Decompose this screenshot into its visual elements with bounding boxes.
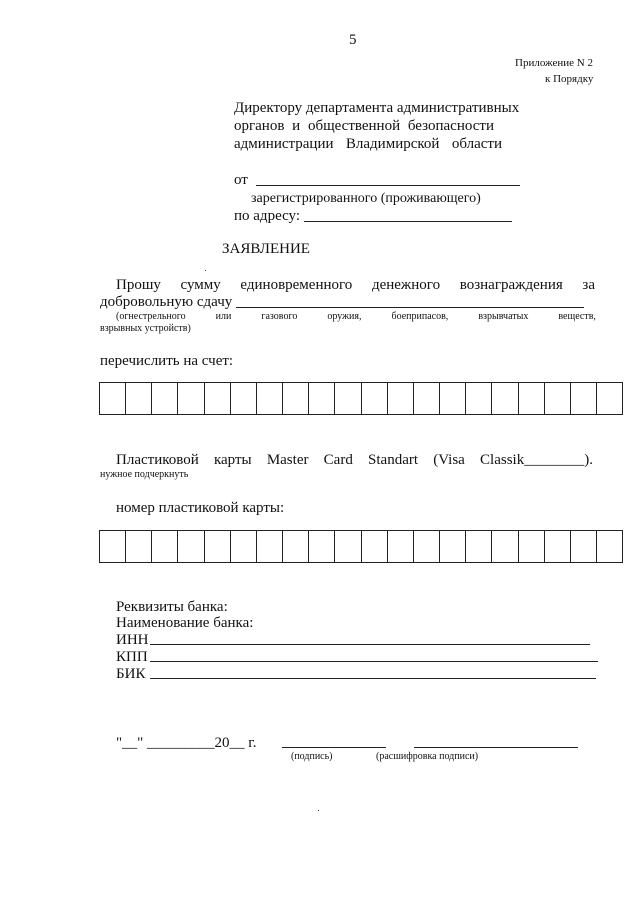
hint-word: взрывчатых [478,311,529,322]
digit-cell[interactable] [308,383,334,414]
bik-label: БИК [116,666,146,682]
kpp-field-line[interactable] [150,661,598,662]
registered-label: зарегистрированного (проживающего) [251,191,481,206]
appendix-line-1: Приложение N 2 [515,57,593,69]
digit-cell[interactable] [491,383,517,414]
digit-cell[interactable] [570,383,596,414]
card-word: Classik________). [480,452,593,468]
digit-cell[interactable] [256,531,282,562]
digit-cell[interactable] [439,531,465,562]
digit-cell[interactable] [204,383,230,414]
signature-decode-caption: (расшифровка подписи) [376,751,479,762]
digit-cell[interactable] [100,383,125,414]
digit-cell[interactable] [596,383,622,414]
date-field[interactable]: "__" _________20__ г. [116,735,257,751]
page-number: 5 [349,32,357,48]
voluntary-surrender-label: добровольную сдачу [100,294,233,310]
request-word: Прошу [116,277,161,293]
digit-cell[interactable] [465,383,491,414]
addressee-word: органов [234,118,285,134]
addressee-word: общественной [307,118,401,134]
digit-cell[interactable] [413,383,439,414]
bank-name-label: Наименование банка: [116,615,254,631]
underline-hint: нужное подчеркнуть [100,469,189,480]
card-word: (Visa [433,452,465,468]
digit-cell[interactable] [491,531,517,562]
hint-word: веществ, [558,311,596,322]
request-word: единовременного [240,277,353,293]
digit-cell[interactable] [413,531,439,562]
digit-cell[interactable] [387,383,413,414]
digit-cell[interactable] [204,531,230,562]
digit-cell[interactable] [361,383,387,414]
addressee-line-3 [234,135,502,153]
kpp-label: КПП [116,649,148,665]
surrendered-item-field-line[interactable] [236,307,584,308]
digit-cell[interactable] [361,531,387,562]
digit-cell[interactable] [570,531,596,562]
address-field-line[interactable] [304,221,512,222]
card-word: Пластиковой [116,452,199,468]
digit-cell[interactable] [256,383,282,414]
account-number-grid[interactable] [99,382,623,415]
hint-word: оружия, [327,311,362,322]
card-type-line [116,451,593,469]
digit-cell[interactable] [465,531,491,562]
digit-cell[interactable] [282,531,308,562]
signature-decode-field-line[interactable] [414,747,578,748]
digit-cell[interactable] [334,531,360,562]
digit-cell[interactable] [544,531,570,562]
hint-word: боеприпасов, [391,311,449,322]
card-number-grid[interactable] [99,530,623,563]
card-word: Card [323,452,353,468]
hint-word: газового [261,311,298,322]
addressee-word: области [451,136,502,152]
digit-cell[interactable] [230,383,256,414]
digit-cell[interactable] [100,531,125,562]
digit-cell[interactable] [177,531,203,562]
request-hint-line-2: взрывных устройств) [100,323,191,334]
addressee-line-2 [234,117,494,135]
addressee-line-1: Директору департамента административных [234,100,520,116]
digit-cell[interactable] [151,531,177,562]
from-label: от [234,172,248,188]
request-word: вознаграждения [459,277,563,293]
request-word: за [582,277,595,293]
inn-field-line[interactable] [150,644,590,645]
stray-dot [205,270,206,271]
digit-cell[interactable] [439,383,465,414]
digit-cell[interactable] [387,531,413,562]
request-hint-line-1 [116,311,596,323]
stray-dot [318,810,319,811]
addressee-word: безопасности [407,118,494,134]
digit-cell[interactable] [125,531,151,562]
digit-cell[interactable] [282,383,308,414]
account-label: перечислить на счет: [100,353,234,369]
bank-details-label: Реквизиты банка: [116,599,228,615]
digit-cell[interactable] [518,531,544,562]
signature-field-line[interactable] [282,747,386,748]
request-line-1 [116,276,595,294]
bik-field-line[interactable] [150,678,596,679]
digit-cell[interactable] [518,383,544,414]
digit-cell[interactable] [334,383,360,414]
digit-cell[interactable] [596,531,622,562]
card-word: Master [266,452,309,468]
hint-word: (огнестрельного [116,311,186,322]
request-word: денежного [371,277,441,293]
digit-cell[interactable] [151,383,177,414]
signature-caption: (подпись) [291,751,333,762]
digit-cell[interactable] [177,383,203,414]
hint-word: или [215,311,232,322]
document-heading: ЗАЯВЛЕНИЕ [222,241,310,257]
from-field-line[interactable] [256,185,520,186]
digit-cell[interactable] [230,531,256,562]
appendix-line-2: к Порядку [545,73,594,85]
digit-cell[interactable] [125,383,151,414]
addressee-word: Владимирской [345,136,440,152]
card-word: карты [213,452,252,468]
addressee-word: администрации [234,136,334,152]
inn-label: ИНН [116,632,149,648]
request-word: сумму [180,277,221,293]
digit-cell[interactable] [308,531,334,562]
address-label: по адресу: [234,208,301,224]
card-number-label: номер пластиковой карты: [116,500,285,516]
digit-cell[interactable] [544,383,570,414]
card-word: Standart [368,452,419,468]
addressee-word: и [292,118,301,134]
